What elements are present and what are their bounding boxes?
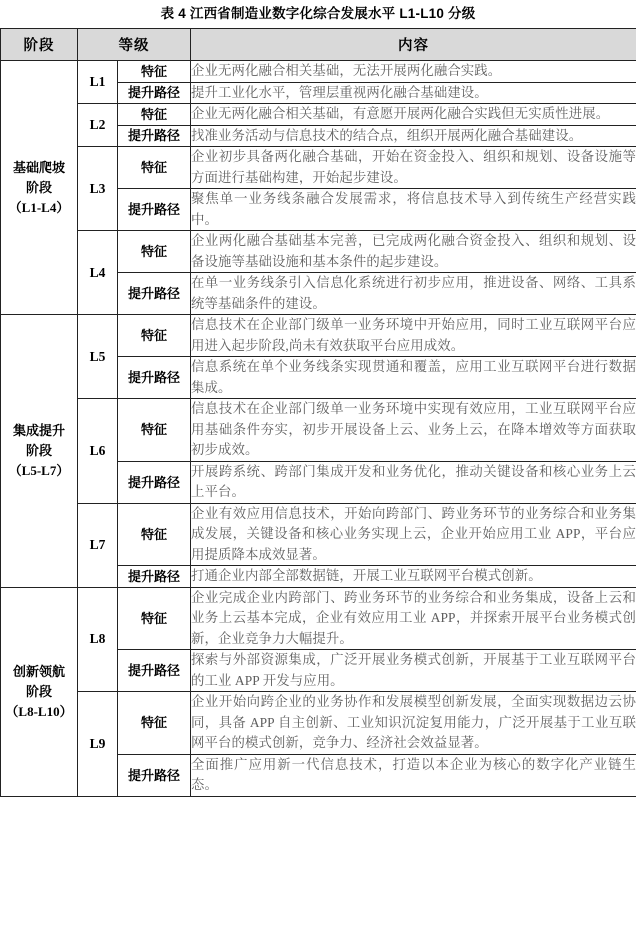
kind-label-feature: 特征	[118, 692, 191, 755]
table-row	[1, 61, 636, 83]
table-header	[1, 29, 636, 61]
table-body	[1, 61, 636, 797]
content-feature-l1: 企业无两化融合相关基础，无法开展两化融合实践。	[191, 61, 636, 83]
kind-label-feature: 特征	[118, 147, 191, 189]
content-feature-l4: 企业两化融合基础基本完善，已完成两化融合资金投入、组织和规划、设备设施等基础设施和基本条件的起步建设。	[191, 231, 636, 273]
kind-label-path: 提升路径	[118, 566, 191, 588]
page-title: 表 4 江西省制造业数字化综合发展水平 L1-L10 分级	[160, 6, 476, 21]
content-path-l2: 找准业务活动与信息技术的结合点，组织开展两化融合基础建设。	[191, 125, 636, 147]
kind-label-path: 提升路径	[118, 273, 191, 315]
column-header-content: 内容	[191, 29, 636, 61]
table-row	[1, 104, 636, 126]
stage-name-line-1: 创新领航	[12, 663, 65, 679]
kind-label-path: 提升路径	[118, 189, 191, 231]
content-path-l4: 在单一业务线条引入信息化系统进行初步应用，推进设备、网络、工具系统等基础条件的建设。	[191, 273, 636, 315]
level-cell-l3: L3	[78, 147, 118, 231]
level-cell-l8: L8	[78, 587, 118, 692]
content-path-l5: 信息系统在单个业务线条实现贯通和覆盖，应用工业互联网平台进行数据集成。	[191, 357, 636, 399]
table-row	[1, 147, 636, 189]
stage-name-line-2: 阶段	[25, 683, 52, 699]
stage-level-range: （L1-L4）	[8, 199, 70, 215]
content-feature-l3: 企业初步具备两化融合基础，开始在资金投入、组织和规划、设备设施等方面进行基础构建，开始起步建设。	[191, 147, 636, 189]
stage-cell-2	[1, 315, 78, 588]
content-feature-l2: 企业无两化融合相关基础，有意愿开展两化融合实践但无实质性进展。	[191, 104, 636, 126]
table-row	[1, 399, 636, 462]
kind-label-path: 提升路径	[118, 82, 191, 104]
content-path-l3: 聚焦单一业务线条融合发展需求，将信息技术导入到传统生产经营实践中。	[191, 189, 636, 231]
table-row	[1, 503, 636, 566]
stage-cell-3	[1, 587, 78, 796]
table-row	[1, 587, 636, 650]
column-header-level: 等级	[78, 29, 191, 61]
content-path-l6: 开展跨系统、跨部门集成开发和业务优化，推动关键设备和核心业务上云上平台。	[191, 461, 636, 503]
stage-level-range: （L8-L10）	[5, 703, 73, 719]
content-feature-l7: 企业有效应用信息技术，开始向跨部门、跨业务环节的业务综合和业务集成发展，关键设备和核心业务实现上云，企业开始应用工业 APP，平台应用提质降本成效显著。	[191, 503, 636, 566]
content-path-l7: 打通企业内部全部数据链，开展工业互联网平台模式创新。	[191, 566, 636, 588]
level-cell-l2: L2	[78, 104, 118, 147]
kind-label-feature: 特征	[118, 587, 191, 650]
kind-label-feature: 特征	[118, 503, 191, 566]
kind-label-path: 提升路径	[118, 461, 191, 503]
kind-label-feature: 特征	[118, 315, 191, 357]
kind-label-path: 提升路径	[118, 754, 191, 796]
level-cell-l4: L4	[78, 231, 118, 315]
content-feature-l6: 信息技术在企业部门级单一业务环境中实现有效应用，工业互联网平台应用基础条件夯实，初步开展设备上云、业务上云，在降本增效等方面获取初步成效。	[191, 399, 636, 462]
table-header-row	[1, 29, 636, 61]
stage-name-line-1: 集成提升	[12, 422, 65, 438]
stage-name-line-2: 阶段	[25, 179, 52, 195]
kind-label-feature: 特征	[118, 61, 191, 83]
content-feature-l9: 企业开始向跨企业的业务协作和发展模型创新发展，全面实现数据边云协同，具备 APP 自主创新、工业知识沉淀复用能力，广泛开展基于工业互联网平台的模式创新，竞争力、经济社会效益显著。	[191, 692, 636, 755]
content-feature-l5: 信息技术在企业部门级单一业务环境中开始应用，同时工业互联网平台应用进入起步阶段,尚未有效获取平台应用成效。	[191, 315, 636, 357]
kind-label-path: 提升路径	[118, 357, 191, 399]
kind-label-feature: 特征	[118, 231, 191, 273]
kind-label-feature: 特征	[118, 104, 191, 126]
level-cell-l1: L1	[78, 61, 118, 104]
kind-label-feature: 特征	[118, 399, 191, 462]
content-path-l1: 提升工业化水平，管理层重视两化融合基础建设。	[191, 82, 636, 104]
stage-level-range: （L5-L7）	[8, 462, 70, 478]
column-header-stage: 阶段	[1, 29, 78, 61]
grading-table	[0, 28, 636, 797]
content-feature-l8: 企业完成企业内跨部门、跨业务环节的业务综合和业务集成，设备上云和业务上云基本完成，企业有效应用工业 APP，并探索开展平台业务模式创新，企业竞争力大幅提升。	[191, 587, 636, 650]
level-cell-l5: L5	[78, 315, 118, 399]
stage-name-line-2: 阶段	[25, 442, 52, 458]
level-cell-l7: L7	[78, 503, 118, 587]
content-path-l9: 全面推广应用新一代信息技术，打造以本企业为核心的数字化产业链生态。	[191, 754, 636, 796]
table-row	[1, 692, 636, 755]
stage-cell-1	[1, 61, 78, 315]
table-row	[1, 315, 636, 357]
kind-label-path: 提升路径	[118, 125, 191, 147]
table-row	[1, 231, 636, 273]
stage-name-line-1: 基础爬坡	[12, 159, 65, 175]
level-cell-l9: L9	[78, 692, 118, 797]
content-path-l8: 探索与外部资源集成，广泛开展业务模式创新，开展基于工业互联网平台的工业 APP 开发与应用。	[191, 650, 636, 692]
level-cell-l6: L6	[78, 399, 118, 504]
kind-label-path: 提升路径	[118, 650, 191, 692]
